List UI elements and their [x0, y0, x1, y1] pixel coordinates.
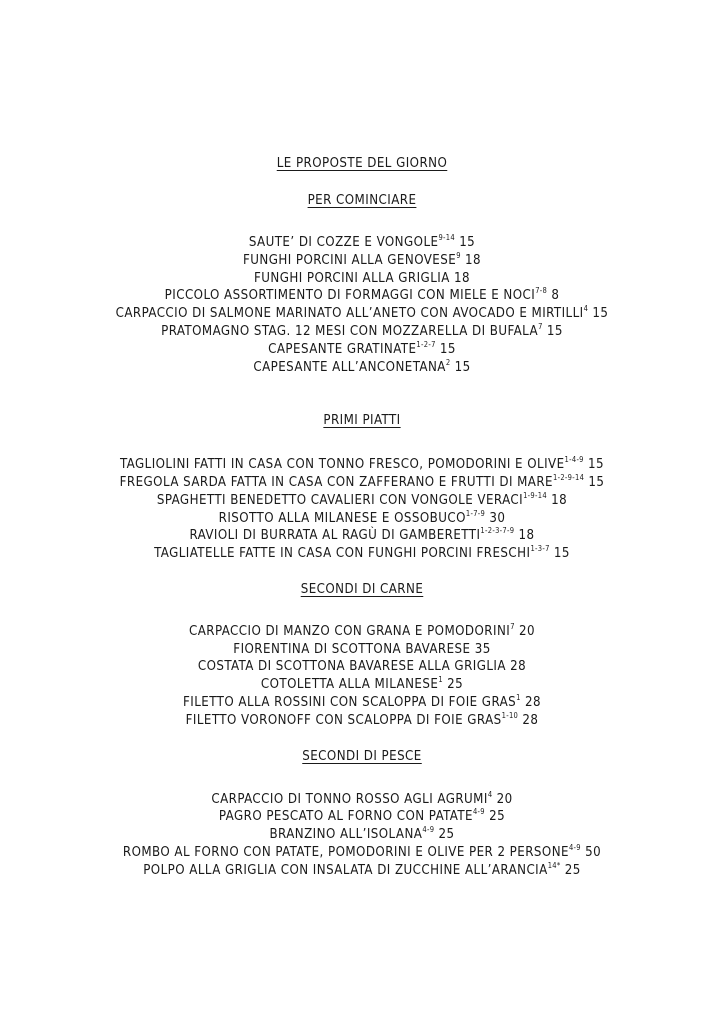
item-name: PRATOMAGNO STAG. 12 MESI CON MOZZARELLA DI BUFALA [161, 324, 539, 339]
item-allergens: 7 [538, 321, 543, 331]
menu-item [0, 492, 724, 510]
section-heading-per-cominciare: PER COMINCIARE [307, 193, 417, 208]
menu-item [0, 252, 724, 270]
item-name: FIORENTINA DI SCOTTONA BAVARESE [233, 642, 471, 657]
item-price: 15 [588, 457, 604, 472]
item-name: FREGOLA SARDA FATTA IN CASA CON ZAFFERANO E FRUTTI DI MARE [119, 475, 553, 490]
menu-item [0, 323, 724, 341]
menu-title: LE PROPOSTE DEL GIORNO [276, 156, 448, 171]
item-name: FUNGHI PORCINI ALLA GENOVESE [243, 253, 457, 268]
menu-item [0, 641, 724, 659]
item-allergens: 4-9 [422, 824, 435, 834]
item-price: 8 [551, 288, 560, 303]
menu-item [0, 510, 724, 528]
item-price: 18 [454, 271, 470, 286]
item-allergens: 14* [547, 860, 561, 870]
item-name: BRANZINO ALL’ISOLANA [269, 827, 423, 842]
item-name: CARPACCIO DI TONNO ROSSO AGLI AGRUMI [211, 792, 488, 807]
item-name: COSTATA DI SCOTTONA BAVARESE ALLA GRIGLIA [197, 659, 506, 674]
item-allergens: 7-8 [535, 285, 548, 295]
menu-item [0, 658, 724, 676]
menu-item [0, 808, 724, 826]
menu-item [0, 676, 724, 694]
item-allergens: 1-9-14 [523, 490, 547, 500]
item-name: PICCOLO ASSORTIMENTO DI FORMAGGI CON MIELE E NOCI [164, 288, 536, 303]
item-name: TAGLIOLINI FATTI IN CASA CON TONNO FRESCO, POMODORINI E OLIVE [120, 457, 565, 472]
section-heading-primi-piatti: PRIMI PIATTI [323, 413, 401, 428]
item-allergens: 1-3-7 [530, 543, 550, 553]
menu-item [0, 712, 724, 730]
item-name: CAPESANTE GRATINATE [268, 342, 417, 357]
item-allergens: 1-2-9-14 [553, 472, 585, 482]
item-allergens: 9-14 [438, 232, 455, 242]
menu-item [0, 844, 724, 862]
item-name: SPAGHETTI BENEDETTO CAVALIERI CON VONGOLE VERACI [156, 493, 524, 508]
item-name: RISOTTO ALLA MILANESE E OSSOBUCO [218, 511, 466, 526]
item-name: CARPACCIO DI SALMONE MARINATO ALL’ANETO CON AVOCADO E MIRTILLI [115, 306, 584, 321]
item-price: 15 [459, 235, 476, 250]
menu-item [0, 341, 724, 359]
menu-item [0, 474, 724, 492]
item-price: 18 [465, 253, 481, 268]
menu-item [0, 826, 724, 844]
item-allergens: 7 [510, 621, 515, 631]
item-price: 15 [546, 324, 563, 339]
item-price: 25 [438, 827, 455, 842]
item-price: 15 [553, 546, 570, 561]
item-price: 50 [585, 845, 602, 860]
item-allergens: 1-4-9 [564, 454, 584, 464]
menu-item [0, 456, 724, 474]
item-price: 28 [510, 659, 527, 674]
item-allergens: 2 [445, 357, 451, 367]
menu-item [0, 623, 724, 641]
item-price: 15 [454, 360, 471, 375]
item-allergens: 4 [583, 303, 589, 313]
menu-item [0, 694, 724, 712]
item-price: 15 [592, 306, 609, 321]
item-allergens: 9 [456, 250, 461, 260]
item-name: FILETTO VORONOFF CON SCALOPPA DI FOIE GRAS [185, 713, 502, 728]
item-allergens: 1 [438, 674, 443, 684]
menu-item [0, 359, 724, 377]
item-allergens: 4-9 [472, 806, 485, 816]
menu-item [0, 791, 724, 809]
item-price: 15 [588, 475, 605, 490]
item-price: 18 [551, 493, 568, 508]
item-name: CAPESANTE ALL’ANCONETANA [253, 360, 446, 375]
item-price: 35 [474, 642, 491, 657]
item-allergens: 1-7-9 [465, 508, 486, 518]
item-allergens: 1-2-3-7-9 [480, 525, 515, 535]
menu-item [0, 287, 724, 305]
section-heading-secondi-di-pesce: SECONDI DI PESCE [302, 749, 422, 764]
item-price: 18 [518, 528, 535, 543]
item-price: 15 [439, 342, 456, 357]
menu-item [0, 305, 724, 323]
item-name: POLPO ALLA GRIGLIA CON INSALATA DI ZUCCHINE ALL’ARANCIA [143, 863, 548, 878]
menu-item [0, 862, 724, 880]
menu-item [0, 234, 724, 252]
menu-item [0, 270, 724, 288]
item-name: RAVIOLI DI BURRATA AL RAGÙ DI GAMBERETTI [189, 528, 481, 543]
item-name: FILETTO ALLA ROSSINI CON SCALOPPA DI FOIE GRAS [183, 695, 517, 710]
item-allergens: 1-2-7 [416, 339, 436, 349]
item-allergens: 4-9 [568, 842, 581, 852]
item-price: 20 [496, 792, 513, 807]
item-price: 28 [524, 695, 541, 710]
item-price: 25 [447, 677, 464, 692]
item-price: 30 [489, 511, 506, 526]
menu-item [0, 527, 724, 545]
item-name: TAGLIATELLE FATTE IN CASA CON FUNGHI PORCINI FRESCHI [154, 546, 531, 561]
item-name: FUNGHI PORCINI ALLA GRIGLIA [254, 271, 450, 286]
item-name: ROMBO AL FORNO CON PATATE, POMODORINI E OLIVE PER 2 PERSONE [122, 845, 569, 860]
item-allergens: 1-10 [501, 710, 519, 720]
item-name: COTOLETTA ALLA MILANESE [260, 677, 439, 692]
menu-item [0, 545, 724, 563]
section-heading-secondi-di-carne: SECONDI DI CARNE [300, 582, 424, 597]
item-allergens: 4 [487, 789, 493, 799]
item-price: 28 [522, 713, 539, 728]
item-name: SAUTE’ DI COZZE E VONGOLE [248, 235, 439, 250]
item-price: 25 [564, 863, 581, 878]
item-price: 20 [519, 624, 536, 639]
item-name: CARPACCIO DI MANZO CON GRANA E POMODORINI [188, 624, 511, 639]
item-price: 25 [489, 809, 506, 824]
item-allergens: 1 [516, 692, 521, 702]
item-name: PAGRO PESCATO AL FORNO CON PATATE [218, 809, 473, 824]
